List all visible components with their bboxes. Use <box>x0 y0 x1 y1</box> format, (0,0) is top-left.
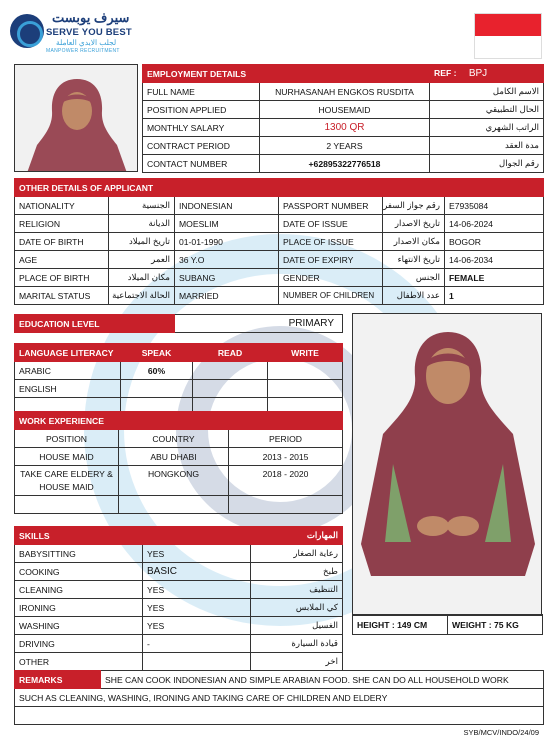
date-of-birth-value: 01-01-1990 <box>175 233 279 251</box>
applicant-photo-full <box>352 313 542 616</box>
language-english-speak <box>121 380 193 398</box>
nationality-label: NATIONALITY <box>15 197 109 215</box>
contract-period-value: 2 YEARS <box>260 137 430 155</box>
skill-babysitting-label: BABYSITTING <box>15 545 143 563</box>
contact-number-arabic: رقم الجوال <box>430 155 544 173</box>
skill-washing-label: WASHING <box>15 617 143 635</box>
marital-status-label: MARITAL STATUS <box>15 287 109 305</box>
marital-status-arabic: الحالة الاجتماعية <box>109 287 175 305</box>
religion-arabic: الديانة <box>109 215 175 233</box>
date-of-issue-value: 14-06-2024 <box>445 215 544 233</box>
education-level-value: PRIMARY <box>175 315 343 333</box>
skill-other-arabic: اخر <box>251 653 343 671</box>
employment-details-header: EMPLOYMENT DETAILS <box>143 65 430 83</box>
skill-cleaning-label: CLEANING <box>15 581 143 599</box>
religion-value: MOESLIM <box>175 215 279 233</box>
number-of-children-arabic: عدد الاطفال <box>383 287 445 305</box>
read-header: READ <box>193 344 268 362</box>
skill-ironing-arabic: كي الملابس <box>251 599 343 617</box>
place-of-birth-arabic: مكان الميلاد <box>109 269 175 287</box>
work-country-column: COUNTRY <box>119 430 229 448</box>
work-row-1-country: ABU DHABI <box>119 448 229 466</box>
skill-ironing-label: IRONING <box>15 599 143 617</box>
work-experience-table <box>14 411 343 514</box>
date-of-issue-label: DATE OF ISSUE <box>279 215 383 233</box>
gender-arabic: الجنس <box>383 269 445 287</box>
skills-header: SKILLS <box>15 527 143 545</box>
work-period-column: PERIOD <box>229 430 343 448</box>
work-row-1-period: 2013 - 2015 <box>229 448 343 466</box>
skill-cleaning-arabic: التنظيف <box>251 581 343 599</box>
religion-label: RELIGION <box>15 215 109 233</box>
skills-table <box>14 526 343 671</box>
date-of-birth-label: DATE OF BIRTH <box>15 233 109 251</box>
contract-period-label: CONTRACT PERIOD <box>143 137 260 155</box>
number-of-children-label: NUMBER OF CHILDREN <box>279 287 383 305</box>
monthly-salary-value: 1300 QR <box>260 119 430 137</box>
language-arabic-speak: 60% <box>121 362 193 380</box>
language-english-read <box>193 380 268 398</box>
remarks-label: REMARKS <box>15 671 101 689</box>
number-of-children-value: 1 <box>445 287 544 305</box>
skills-header-middle <box>143 527 251 545</box>
skills-header-arabic: المهارات <box>251 527 343 545</box>
place-of-issue-value: BOGOR <box>445 233 544 251</box>
contact-number-value: +62895322776518 <box>260 155 430 173</box>
speak-header: SPEAK <box>121 344 193 362</box>
skill-cooking-label: COOKING <box>15 563 143 581</box>
skill-cooking-value: BASIC <box>143 563 251 581</box>
work-row-2-position: TAKE CARE ELDERY & HOUSE MAID <box>15 466 119 496</box>
skill-other-label: OTHER <box>15 653 143 671</box>
language-arabic-label: ARABIC <box>15 362 121 380</box>
other-details-header-right <box>279 179 544 197</box>
work-position-column: POSITION <box>15 430 119 448</box>
logo-arabic-tagline: لجلب الايدي العاملة <box>56 38 117 47</box>
remarks-line-2: SUCH AS CLEANING, WASHING, IRONING AND TAKING CARE OF CHILDREN AND ELDERY <box>15 689 544 707</box>
remarks-line-1: SHE CAN COOK INDONESIAN AND SIMPLE ARABIAN FOOD. SHE CAN DO ALL HOUSEHOLD WORK <box>101 671 544 689</box>
date-of-issue-arabic: تاريخ الاصدار <box>383 215 445 233</box>
write-header: WRITE <box>268 344 343 362</box>
ref-label: REF : <box>434 68 457 78</box>
work-row-3-country <box>119 496 229 514</box>
gender-label: GENDER <box>279 269 383 287</box>
passport-number-value: E7935084 <box>445 197 544 215</box>
skill-driving-label: DRIVING <box>15 635 143 653</box>
other-details-header: OTHER DETAILS OF APPLICANT <box>15 179 279 197</box>
date-of-birth-arabic: تاريخ الميلاد <box>109 233 175 251</box>
education-level-label: EDUCATION LEVEL <box>15 315 175 333</box>
weight-value: WEIGHT : 75 KG <box>448 615 543 635</box>
date-of-expiry-arabic: تاريخ الانتهاء <box>383 251 445 269</box>
language-literacy-table <box>14 343 343 416</box>
position-applied-arabic: الحال التطبيقي <box>430 101 544 119</box>
work-row-1-position: HOUSE MAID <box>15 448 119 466</box>
age-arabic: العمر <box>109 251 175 269</box>
work-row-2-period: 2018 - 2020 <box>229 466 343 496</box>
full-name-value: NURHASANAH ENGKOS RUSDITA <box>260 83 430 101</box>
remarks-line-3 <box>15 707 544 725</box>
monthly-salary-arabic: الراتب الشهري <box>430 119 544 137</box>
measurements-table <box>352 614 543 635</box>
other-details-table <box>14 178 544 305</box>
ref-cell <box>430 65 544 83</box>
age-value: 36 Y.O <box>175 251 279 269</box>
skill-washing-arabic: الغسيل <box>251 617 343 635</box>
work-row-3-period <box>229 496 343 514</box>
date-of-expiry-label: DATE OF EXPIRY <box>279 251 383 269</box>
applicant-photo-small <box>14 64 138 172</box>
logo-english-name: SERVE YOU BEST <box>46 27 132 38</box>
logo-subtitle: MANPOWER RECRUITMENT <box>46 48 120 54</box>
skill-cooking-arabic: طبخ <box>251 563 343 581</box>
skill-babysitting-value: YES <box>143 545 251 563</box>
logo-arabic-name: سيرف يوبست <box>52 10 130 25</box>
age-label: AGE <box>15 251 109 269</box>
work-row-2-country: HONGKONG <box>119 466 229 496</box>
height-value: HEIGHT : 149 CM <box>353 615 448 635</box>
remarks-table <box>14 670 544 725</box>
company-logo-icon <box>10 14 44 48</box>
position-applied-value: HOUSEMAID <box>260 101 430 119</box>
employment-details-table <box>142 64 544 173</box>
contact-number-label: CONTACT NUMBER <box>143 155 260 173</box>
skill-driving-arabic: قيادة السيارة <box>251 635 343 653</box>
monthly-salary-label: MONTHLY SALARY <box>143 119 260 137</box>
language-arabic-read <box>193 362 268 380</box>
date-of-expiry-value: 14-06-2034 <box>445 251 544 269</box>
nationality-value: INDONESIAN <box>175 197 279 215</box>
place-of-issue-label: PLACE OF ISSUE <box>279 233 383 251</box>
gender-value: FEMALE <box>445 269 544 287</box>
education-level-table <box>14 314 343 333</box>
nationality-arabic: الجنسية <box>109 197 175 215</box>
language-literacy-header: LANGUAGE LITERACY <box>15 344 121 362</box>
place-of-birth-label: PLACE OF BIRTH <box>15 269 109 287</box>
marital-status-value: MARRIED <box>175 287 279 305</box>
place-of-birth-value: SUBANG <box>175 269 279 287</box>
document-code: SYB/MCV/INDO/24/09 <box>463 728 539 737</box>
full-name-arabic: الاسم الكامل <box>430 83 544 101</box>
contract-period-arabic: مدة العقد <box>430 137 544 155</box>
place-of-issue-arabic: مكان الاصدار <box>383 233 445 251</box>
skill-ironing-value: YES <box>143 599 251 617</box>
skill-babysitting-arabic: رعاية الصغار <box>251 545 343 563</box>
language-english-write <box>268 380 343 398</box>
ref-value: BPJ <box>468 68 488 79</box>
work-experience-header: WORK EXPERIENCE <box>15 412 343 430</box>
full-name-label: FULL NAME <box>143 83 260 101</box>
passport-number-arabic: رقم جواز السفر <box>383 197 445 215</box>
work-row-3-position <box>15 496 119 514</box>
skill-washing-value: YES <box>143 617 251 635</box>
passport-number-label: PASSPORT NUMBER <box>279 197 383 215</box>
indonesia-flag-icon <box>474 13 542 59</box>
skill-driving-value: - <box>143 635 251 653</box>
language-english-label: ENGLISH <box>15 380 121 398</box>
language-arabic-write <box>268 362 343 380</box>
skill-other-value <box>143 653 251 671</box>
position-applied-label: POSITION APPLIED <box>143 101 260 119</box>
skill-cleaning-value: YES <box>143 581 251 599</box>
